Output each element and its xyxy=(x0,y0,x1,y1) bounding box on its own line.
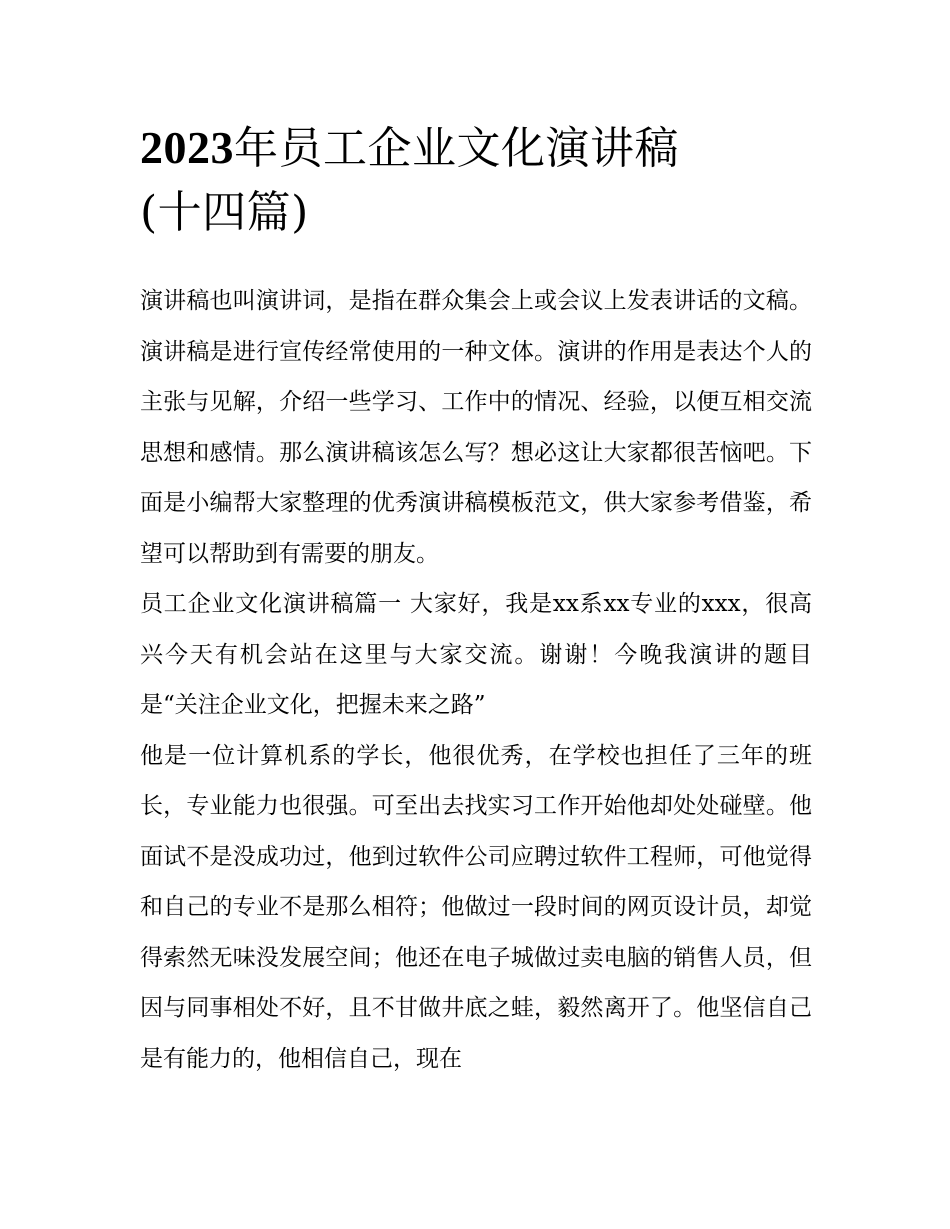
paragraph-intro: 演讲稿也叫演讲词，是指在群众集会上或会议上发表讲话的文稿。演讲稿是进行宣传经常使用的一种文体。演讲的作用是表达个人的主张与见解，介绍一些学习、工作中的情况、经验，以便互相交流思想和感情。那么演讲稿该怎么写？想必这让大家都很苦恼吧。下面是小编帮大家整理的优秀演讲稿模板范文，供大家参考借鉴，希望可以帮助到有需要的朋友。 xyxy=(140,288,812,567)
paragraph-speech-opening: 员工企业文化演讲稿篇一 大家好，我是xx系xx专业的xxx，很高兴今天有机会站在这里与大家交流。谢谢！今晚我演讲的题目是“关注企业文化，把握未来之路” xyxy=(140,591,812,718)
title-line2-text: (十四篇) xyxy=(140,187,309,238)
title-line1-text: 年员工企业文化演讲稿 xyxy=(234,123,679,174)
document-title xyxy=(140,116,820,245)
document-body xyxy=(140,276,812,1084)
title-year: 2023 xyxy=(140,122,234,173)
paragraph-story: 他是一位计算机系的学长，他很优秀，在学校也担任了三年的班长，专业能力也很强。可至出去找实习工作开始他却处处碰壁。他面试不是没成功过，他到过软件公司应聘过软件工程师，可他觉得和自己的专业不是那么相符；他做过一段时间的网页设计员，却觉得索然无味没发展空间；他还在电子城做过卖电脑的销售人员，但因与同事相处不好，且不甘做井底之蛙，毅然离开了。他坚信自己是有能力的，他相信自己，现在 xyxy=(140,742,812,1072)
